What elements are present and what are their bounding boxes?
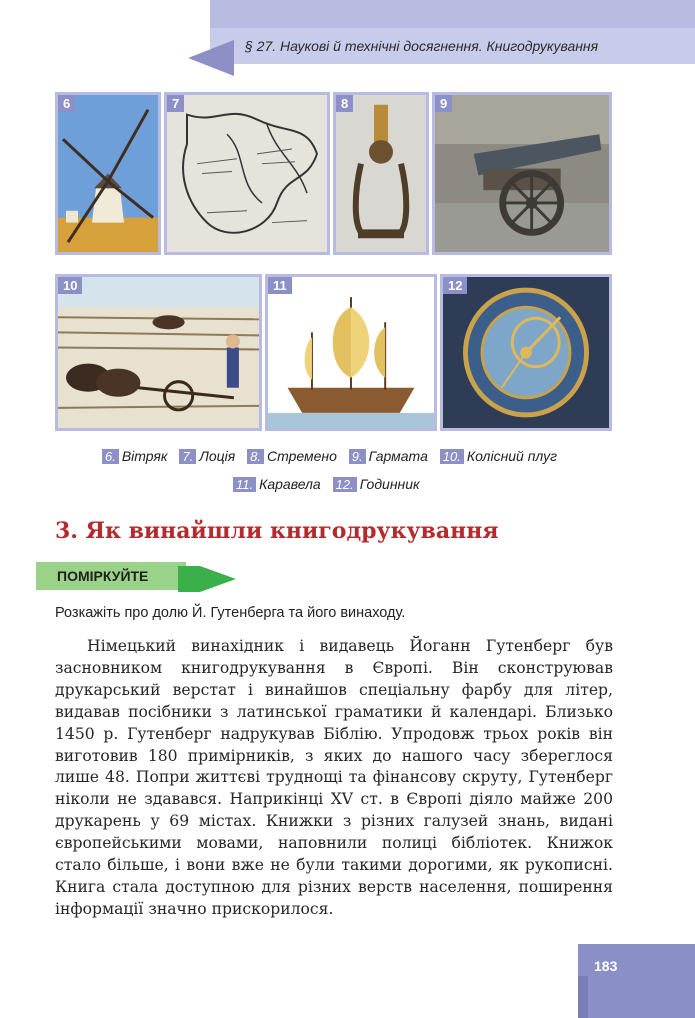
caption-caravel: 11. Каравела xyxy=(233,476,321,492)
section-title: 3. Як винайшли книгодрукування xyxy=(55,518,499,544)
think-flag-tip xyxy=(200,566,236,592)
figure-number-12: 12 xyxy=(443,277,467,294)
old-map-image xyxy=(164,92,330,255)
plough-icon xyxy=(58,277,259,428)
figure-number-7: 7 xyxy=(167,95,184,112)
caption-windmill: 6. Вітряк xyxy=(102,448,168,464)
caravel-icon xyxy=(268,277,434,428)
footer-block xyxy=(578,944,695,1018)
footer-fold xyxy=(578,976,588,1018)
think-flag xyxy=(178,566,200,592)
caption-stirrup: 8. Стремено xyxy=(247,448,337,464)
caption-map: 7. Лоція xyxy=(179,448,235,464)
windmill-image xyxy=(55,92,161,255)
figure-number-9: 9 xyxy=(435,95,452,112)
cannon-icon xyxy=(435,95,609,252)
page-number: 183 xyxy=(594,958,618,974)
map-icon xyxy=(167,95,327,252)
chapter-title: § 27. Наукові й технічні досягнення. Книгодрукування xyxy=(245,38,599,54)
header-fold xyxy=(188,40,234,76)
think-label: ПОМІРКУЙТЕ xyxy=(57,568,149,584)
caption-clock: 12. Годинник xyxy=(333,476,420,492)
caption-plough: 10. Колісний плуг xyxy=(440,448,557,464)
think-question: Розкажіть про долю Й. Гутенберга та його винаходу. xyxy=(55,605,406,621)
windmill-icon xyxy=(58,95,158,252)
figure-number-10: 10 xyxy=(58,277,82,294)
body-paragraph: Німецький винахідник і видавець Йоганн Гутенберг був засновником книгодрукування в Європі. Він сконструював друкарський верстат і винайшов спеціальну фарбу для літер, видавав посібники з латинської граматики й календарі. Близько 1450 р. Гутенберг надрукував Біблію. Упродовж трьох років він виготовив 180 примірників, з яких до нашого часу збереглося лише 48. Попри життєві труднощі та фінансову скруту, Гутенберг ніколи не здавався. Наприкінці XV ст. в Європі діяло майже 200 друкарень у 69 містах. Книжки з різних галузей знань, видані європейськими мовами, наповнили полиці бібліотек. Книжок стало більше, і вони вже не були такими дорогими, як рукописні. Книга стала доступною для різних верств населення, поширення інформації значно прискорилося. xyxy=(55,637,613,918)
caption-row-2 xyxy=(233,476,428,492)
caption-cannon: 9. Гармата xyxy=(349,448,428,464)
wheeled-plough-image xyxy=(55,274,262,431)
caravel-image xyxy=(265,274,437,431)
figure-number-11: 11 xyxy=(268,277,292,294)
clock-icon xyxy=(443,277,609,428)
figure-number-6: 6 xyxy=(58,95,75,112)
cannon-image xyxy=(432,92,612,255)
stirrup-image xyxy=(333,92,429,255)
caption-row-1 xyxy=(102,448,565,464)
astronomical-clock-image xyxy=(440,274,612,431)
figure-number-8: 8 xyxy=(336,95,353,112)
stirrup-icon xyxy=(336,95,426,252)
